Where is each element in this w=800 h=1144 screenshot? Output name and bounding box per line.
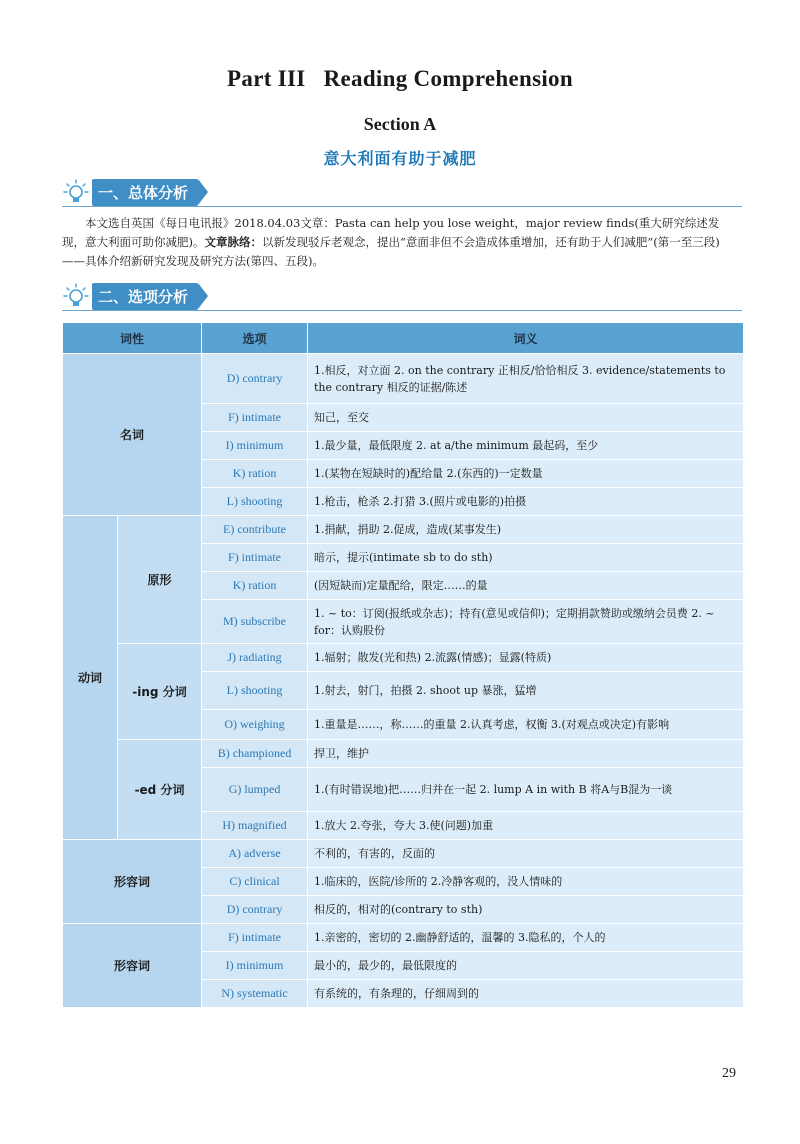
option-cell: C) clinical bbox=[202, 868, 308, 896]
meaning-cell: 知己，至交 bbox=[308, 404, 744, 432]
meaning-cell: 有系统的，有条理的，仔细周到的 bbox=[308, 980, 744, 1008]
form-ed: -ed 分词 bbox=[118, 740, 202, 840]
meaning-cell: 1.重量是……，称……的重量 2.认真考虑，权衡 3.(对观点或决定)有影响 bbox=[308, 710, 744, 740]
header-pos: 词性 bbox=[63, 323, 202, 354]
option-cell: H) magnified bbox=[202, 812, 308, 840]
meaning-cell: 1.(某物在短缺时的)配给量 2.(东西的)一定数量 bbox=[308, 460, 744, 488]
overview-heading bbox=[62, 178, 198, 206]
option-cell: F) intimate bbox=[202, 544, 308, 572]
article-title: 意大利面有助于减肥 bbox=[323, 149, 477, 168]
options-heading bbox=[62, 282, 198, 310]
options-heading-label: 二、选项分析 bbox=[92, 283, 198, 310]
meaning-cell: 1.射去，射门，拍摄 2. shoot up 暴涨，猛增 bbox=[308, 672, 744, 710]
option-cell: I) minimum bbox=[202, 952, 308, 980]
option-cell: D) contrary bbox=[202, 896, 308, 924]
table-row bbox=[63, 740, 744, 768]
option-cell: F) intimate bbox=[202, 924, 308, 952]
form-ing: -ing 分词 bbox=[118, 644, 202, 740]
table-row bbox=[63, 924, 744, 952]
pos-verb: 动词 bbox=[63, 516, 118, 840]
part-title: Part III Reading Comprehension bbox=[227, 66, 573, 91]
option-cell: A) adverse bbox=[202, 840, 308, 868]
meaning-cell: 1.辐射；散发(光和热) 2.流露(情感)；显露(特质) bbox=[308, 644, 744, 672]
page-number: 29 bbox=[722, 1066, 736, 1081]
table-row bbox=[63, 644, 744, 672]
overview-heading-label: 一、总体分析 bbox=[92, 179, 198, 206]
option-cell: K) ration bbox=[202, 572, 308, 600]
structure-label: 文章脉络： bbox=[204, 235, 262, 249]
section-title: Section A bbox=[363, 114, 437, 134]
meaning-cell: 暗示，提示(intimate sb to do sth) bbox=[308, 544, 744, 572]
lightbulb-icon bbox=[62, 282, 90, 310]
meaning-cell: 1.亲密的，密切的 2.幽静舒适的，温馨的 3.隐私的，个人的 bbox=[308, 924, 744, 952]
option-cell: L) shooting bbox=[202, 488, 308, 516]
option-cell: J) radiating bbox=[202, 644, 308, 672]
option-cell: L) shooting bbox=[202, 672, 308, 710]
lightbulb-icon bbox=[62, 178, 90, 206]
option-cell: O) weighing bbox=[202, 710, 308, 740]
pos-adjective: 形容词 bbox=[63, 840, 202, 924]
table-header-row bbox=[63, 323, 744, 354]
option-cell: D) contrary bbox=[202, 354, 308, 404]
meaning-cell: 1.最少量，最低限度 2. at a/the minimum 最起码，至少 bbox=[308, 432, 744, 460]
vocabulary-table bbox=[62, 322, 744, 1008]
meaning-cell: 1.放大 2.夸张，夸大 3.使(问题)加重 bbox=[308, 812, 744, 840]
option-cell: G) lumped bbox=[202, 768, 308, 812]
meaning-cell: 捍卫，维护 bbox=[308, 740, 744, 768]
meaning-cell: 1. ~ to：订阅(报纸或杂志)；持有(意见或信仰)；定期捐款赞助或缴纳会员费 2. ~ for：认购股份 bbox=[308, 600, 744, 644]
table-row bbox=[63, 516, 744, 544]
heading-divider bbox=[62, 206, 742, 207]
option-cell: N) systematic bbox=[202, 980, 308, 1008]
meaning-cell: (因短缺而)定量配给，限定……的量 bbox=[308, 572, 744, 600]
overview-paragraph bbox=[62, 214, 742, 271]
table-row bbox=[63, 354, 744, 404]
meaning-cell: 1.枪击，枪杀 2.打猎 3.(照片或电影的)拍摄 bbox=[308, 488, 744, 516]
meaning-cell: 最小的，最少的，最低限度的 bbox=[308, 952, 744, 980]
meaning-cell: 1.(有时错误地)把……归并在一起 2. lump A in with B 将A与B混为一谈 bbox=[308, 768, 744, 812]
meaning-cell: 1.临床的，医院/诊所的 2.冷静客观的，没人情味的 bbox=[308, 868, 744, 896]
pos-noun: 名词 bbox=[63, 354, 202, 516]
overview-text-2: 以新发现驳斥老观念，提出“意面非但不会造成体重增加，还有助于人们减肥”(第一至三段)——具体介绍新研究发现及研究方法(第四、五段)。 bbox=[62, 235, 720, 268]
option-cell: K) ration bbox=[202, 460, 308, 488]
header-option: 选项 bbox=[202, 323, 308, 354]
form-base: 原形 bbox=[118, 516, 202, 644]
option-cell: M) subscribe bbox=[202, 600, 308, 644]
header-meaning: 词义 bbox=[308, 323, 744, 354]
option-cell: B) championed bbox=[202, 740, 308, 768]
option-cell: I) minimum bbox=[202, 432, 308, 460]
heading-divider bbox=[62, 310, 742, 311]
meaning-cell: 相反的，相对的(contrary to sth) bbox=[308, 896, 744, 924]
meaning-cell: 不利的，有害的，反面的 bbox=[308, 840, 744, 868]
overview-text-1: 本文选自英国《每日电讯报》2018.04.03文章：Pasta can help you lose weight，major review finds(重大研究综述发现，意大利面可助你减肥)。 bbox=[62, 216, 720, 249]
meaning-cell: 1.捐献，捐助 2.促成，造成(某事发生) bbox=[308, 516, 744, 544]
pos-adjective: 形容词 bbox=[63, 924, 202, 1008]
option-cell: E) contribute bbox=[202, 516, 308, 544]
table-row bbox=[63, 840, 744, 868]
option-cell: F) intimate bbox=[202, 404, 308, 432]
meaning-cell: 1.相反，对立面 2. on the contrary 正相反/恰恰相反 3. evidence/statements to the contrary 相反的证据/陈述 bbox=[308, 354, 744, 404]
